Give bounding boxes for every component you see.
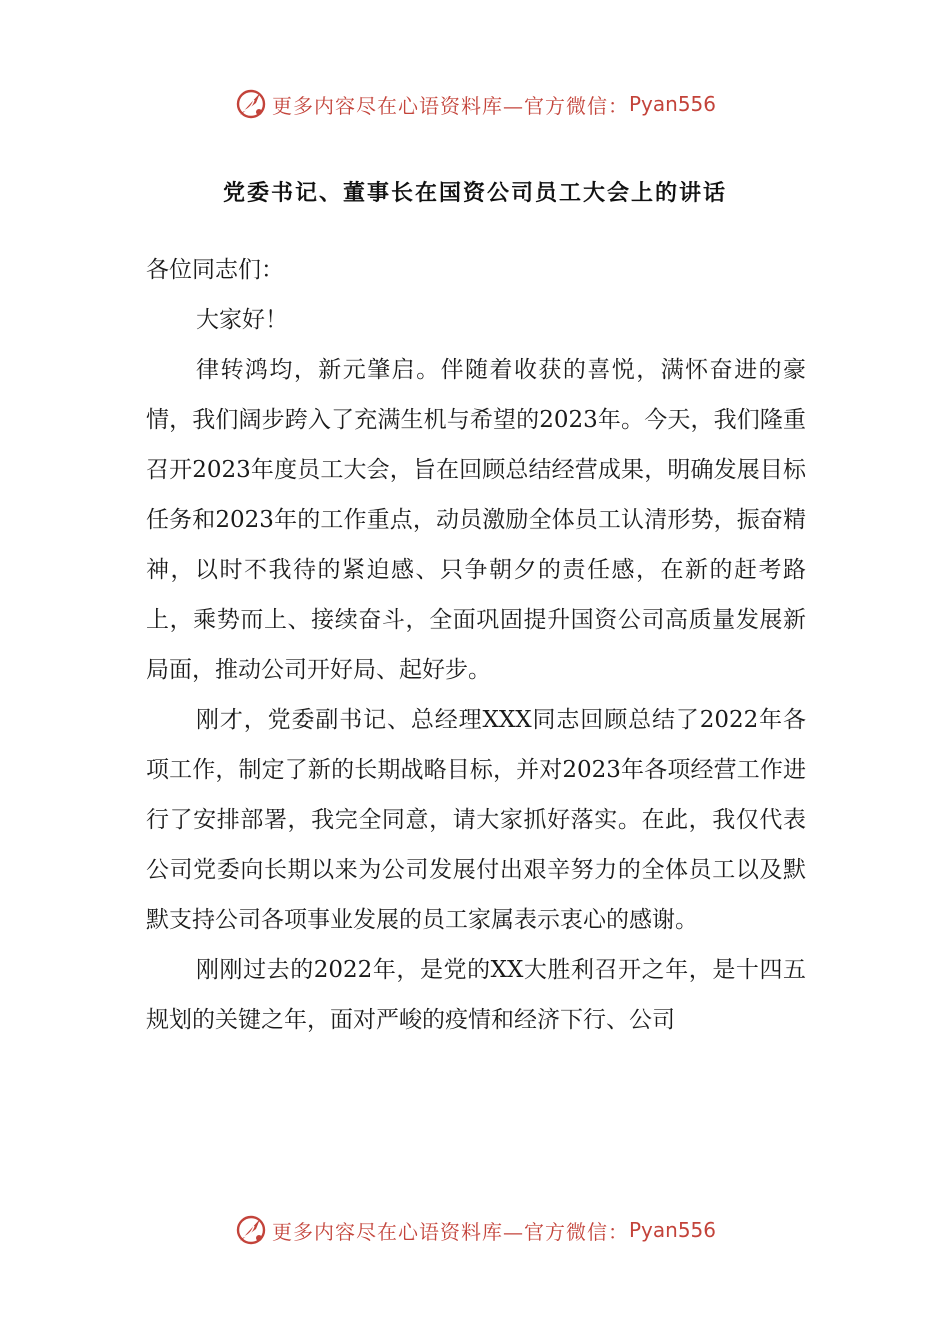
banner-contact: Pyan556: [628, 92, 716, 116]
banner-text: 更多内容尽在心语资料库—官方微信：: [271, 1219, 629, 1244]
banner-contact: Pyan556: [628, 1218, 716, 1242]
paragraph: 刚才，党委副书记、总经理XXX同志回顾总结了2022年各项工作，制定了新的长期战略目标，并对2023年各项经营工作进行了安排部署，我完全同意，请大家抓好落实。在此，我仅代表公司党委向长期以来为公司发展付出艰辛努力的全体员工以及默默支持公司各项事业发展的员工家属表示衷心的感谢。: [146, 707, 806, 933]
paragraph: 大家好！: [196, 307, 288, 333]
banner-text: 更多内容尽在心语资料库—官方微信：: [271, 93, 629, 118]
quill-logo-icon: [234, 87, 268, 121]
document-title: 党委书记、董事长在国资公司员工大会上的讲话: [222, 181, 727, 206]
footer-banner: [0, 1210, 950, 1250]
header-banner: [0, 84, 950, 124]
paragraph: 律转鸿均，新元肇启。伴随着收获的喜悦，满怀奋进的豪情，我们阔步跨入了充满生机与希望的2023年。今天，我们隆重召开2023年度员工大会，旨在回顾总结经营成果，明确发展目标任务和2023年的工作重点，动员激励全体员工认清形势，振奋精神，以时不我待的紧迫感、只争朝夕的责任感，在新的赶考路上，乘势而上、接续奋斗，全面巩固提升国资公司高质量发展新局面，推动公司开好局、起好步。: [146, 357, 806, 683]
paragraph: 刚刚过去的2022年，是党的XX大胜利召开之年，是十四五规划的关键之年，面对严峻的疫情和经济下行、公司: [146, 957, 806, 1033]
quill-logo-icon: [234, 1213, 268, 1247]
document-body: [146, 245, 806, 1045]
salutation: 各位同志们：: [146, 257, 284, 283]
